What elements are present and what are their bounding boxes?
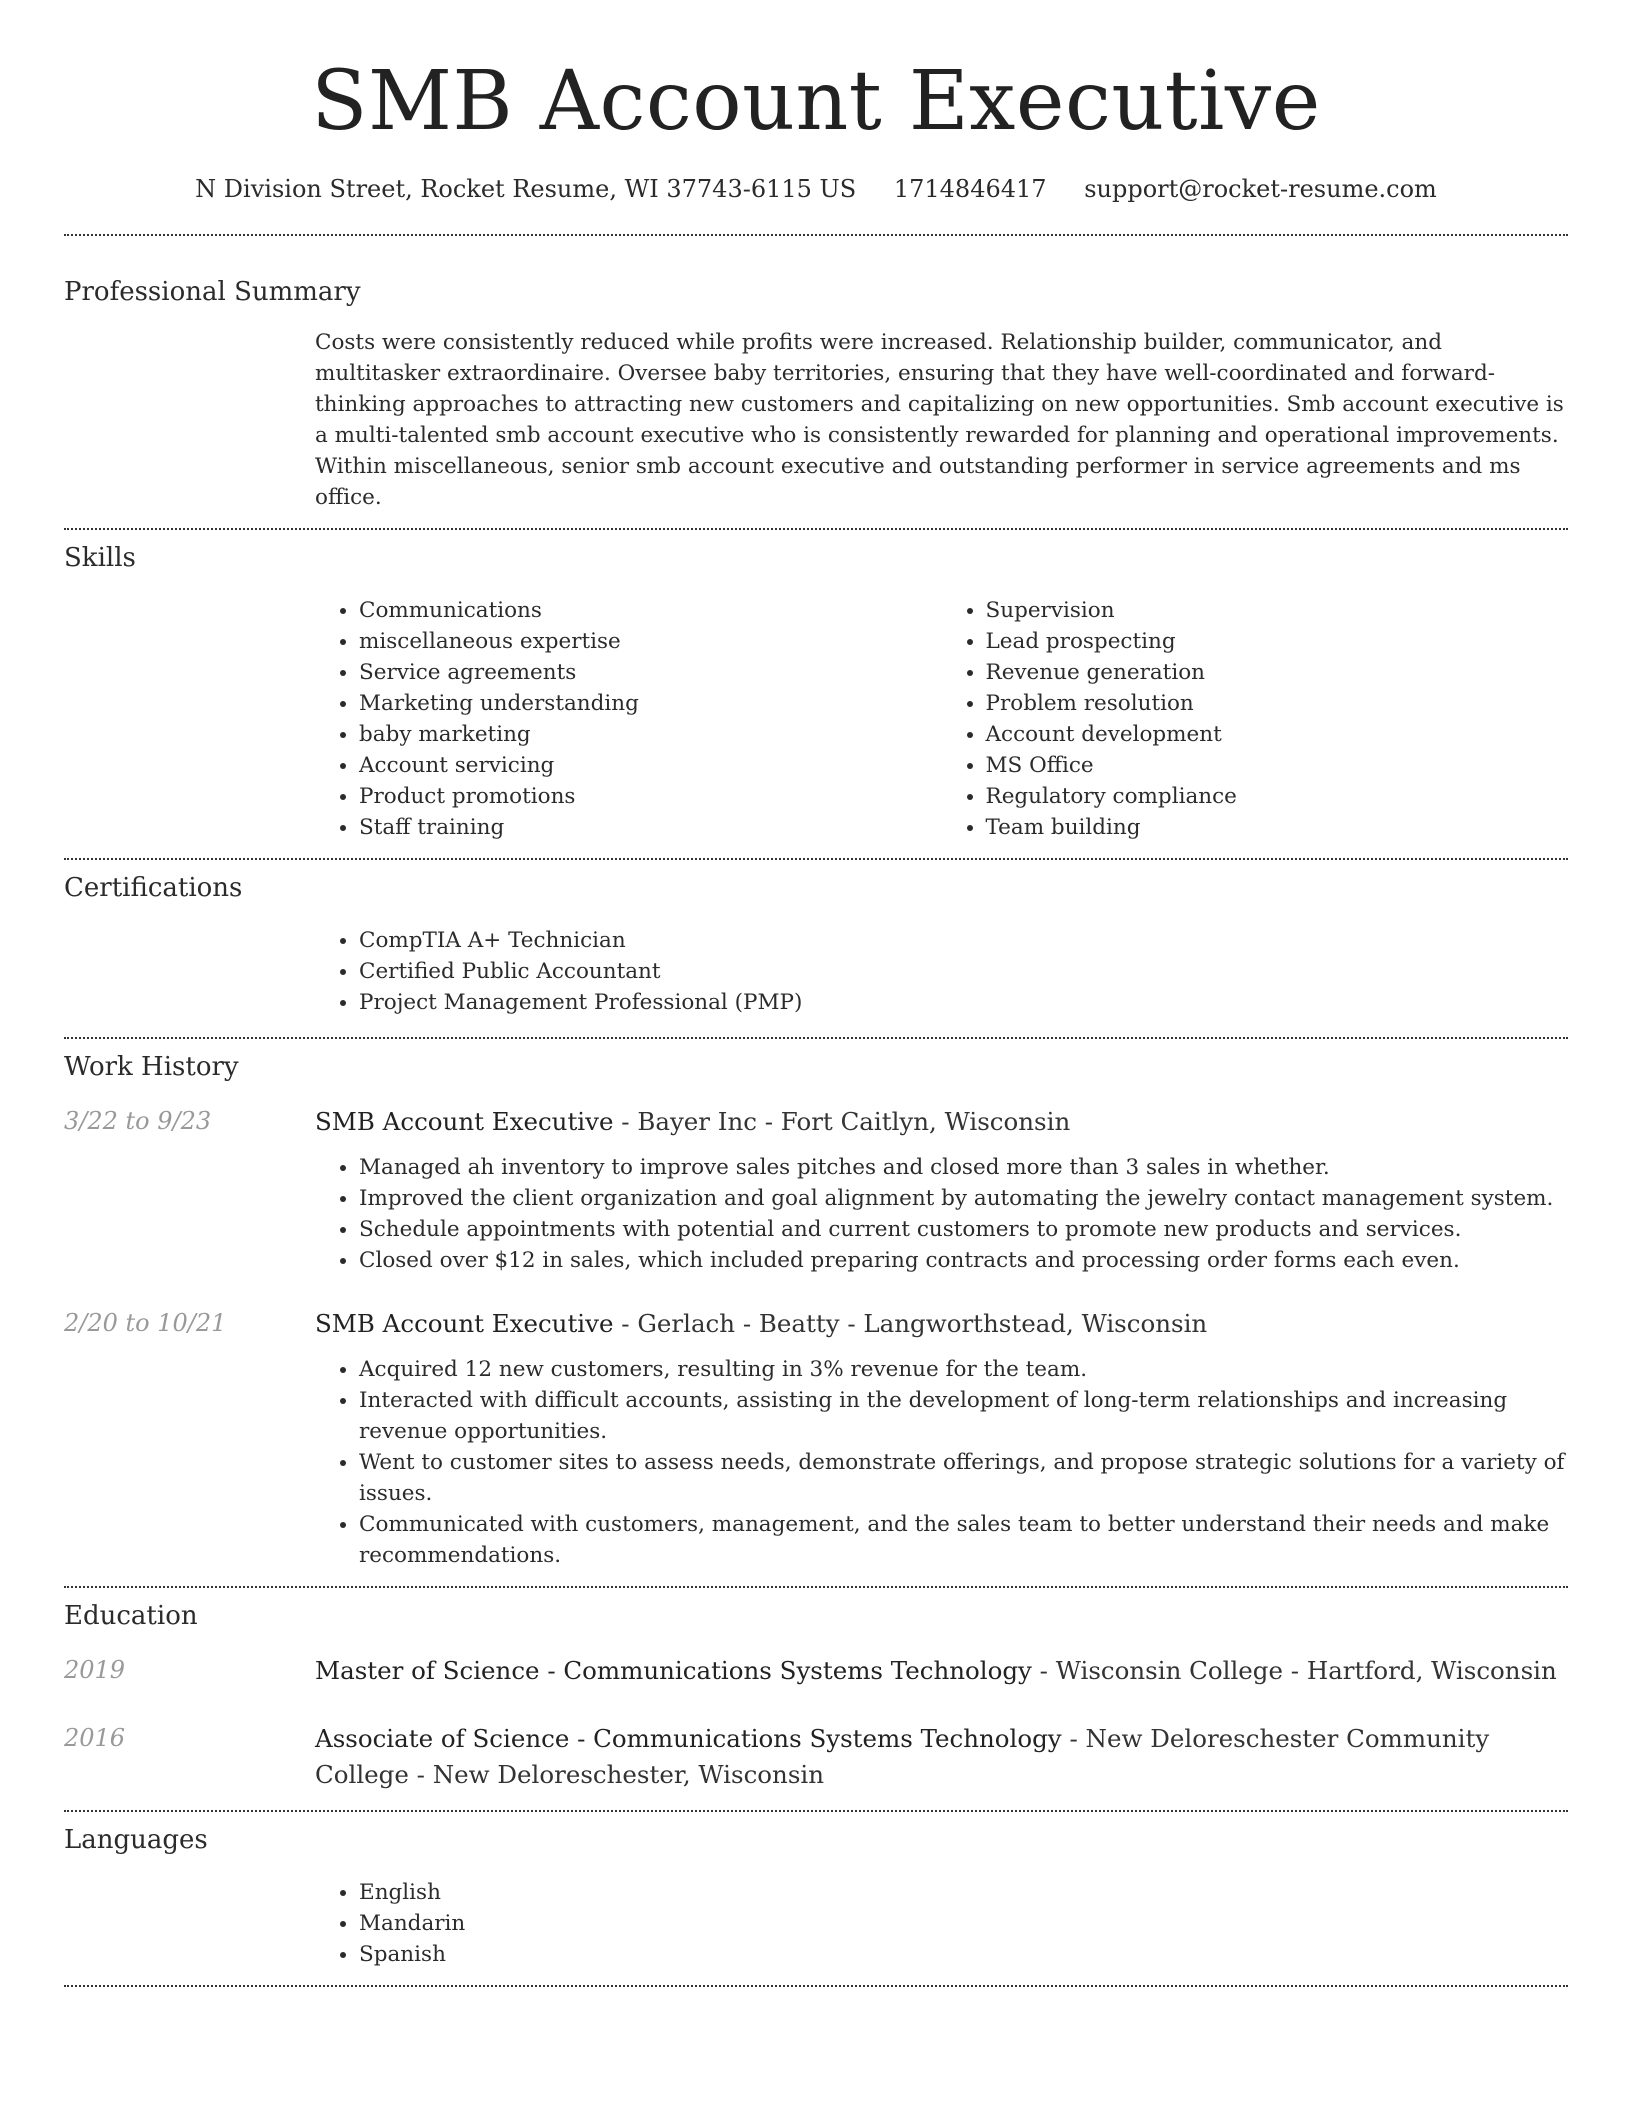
- list-item: • Revenue generation: [986, 657, 1569, 688]
- job-details: Gerlach - Beatty - Langworthstead, Wisconsin: [637, 1309, 1208, 1338]
- list-item: • MS Office: [986, 750, 1569, 781]
- languages-section: [64, 1812, 1568, 1970]
- languages-list: [315, 1877, 1568, 1970]
- education-degree: Associate of Science - Communications Systems Technology: [315, 1724, 1062, 1753]
- list-item: • Went to customer sites to assess needs, demonstrate offerings, and propose strategic solutions for a variety of issues.: [359, 1447, 1568, 1509]
- contact-phone: 1714846417: [893, 175, 1047, 203]
- list-item: • Lead prospecting: [986, 626, 1569, 657]
- skills-columns: [315, 595, 1568, 843]
- list-item: • Service agreements: [359, 657, 942, 688]
- list-item: • Account servicing: [359, 750, 942, 781]
- skills-section: [64, 530, 1568, 843]
- job-role: SMB Account Executive: [315, 1107, 614, 1136]
- list-item: • miscellaneous expertise: [359, 626, 942, 657]
- job-dates: 3/22 to 9/23: [64, 1107, 212, 1135]
- candidate-name: SMB Account Executive: [311, 54, 1321, 149]
- work-history-section: [64, 1039, 1568, 1571]
- education-year: 2016: [64, 1724, 126, 1752]
- skills-list-right: [942, 595, 1569, 843]
- list-item: • Closed over $12 in sales, which included preparing contracts and processing order forms each even.: [359, 1245, 1568, 1276]
- certifications-section: [64, 860, 1568, 1018]
- summary-section: [64, 236, 1568, 513]
- summary-title: Professional Summary: [64, 277, 361, 307]
- job-entry: [64, 1306, 1568, 1571]
- job-bullets: [315, 1152, 1568, 1276]
- job-heading: [315, 1104, 1568, 1140]
- job-separator: -: [613, 1309, 638, 1338]
- skills-list-left: [315, 595, 942, 843]
- education-separator: -: [1031, 1656, 1056, 1685]
- list-item: • Account development: [986, 719, 1569, 750]
- list-item: • English: [359, 1877, 1568, 1908]
- job-dates: 2/20 to 10/21: [64, 1309, 227, 1337]
- education-details: New Deloreschester Community College - New Deloreschester, Wisconsin: [315, 1724, 1490, 1789]
- list-item: • Mandarin: [359, 1908, 1568, 1939]
- education-title: Education: [64, 1601, 198, 1631]
- list-item: • Certified Public Accountant: [359, 956, 1568, 987]
- list-item: • Supervision: [986, 595, 1569, 626]
- education-entry: [64, 1721, 1568, 1793]
- list-item: • CompTIA A+ Technician: [359, 925, 1568, 956]
- job-role: SMB Account Executive: [315, 1309, 614, 1338]
- education-year: 2019: [64, 1656, 126, 1684]
- education-heading: [315, 1721, 1568, 1793]
- list-item: • baby marketing: [359, 719, 942, 750]
- job-heading: [315, 1306, 1568, 1342]
- contact-line: [64, 172, 1568, 206]
- list-item: • Improved the client organization and goal alignment by automating the jewelry contact management system.: [359, 1183, 1568, 1214]
- list-item: • Acquired 12 new customers, resulting in 3% revenue for the team.: [359, 1354, 1568, 1385]
- contact-address: N Division Street, Rocket Resume, WI 37743-6115 US: [195, 175, 857, 203]
- list-item: • Regulatory compliance: [986, 781, 1569, 812]
- job-details: Bayer Inc - Fort Caitlyn, Wisconsin: [637, 1107, 1071, 1136]
- certifications-title: Certifications: [64, 873, 243, 903]
- certifications-list: [315, 925, 1568, 1018]
- list-item: • Communications: [359, 595, 942, 626]
- list-item: • Problem resolution: [986, 688, 1569, 719]
- list-item: • Managed ah inventory to improve sales pitches and closed more than 3 sales in whether.: [359, 1152, 1568, 1183]
- list-item: • Team building: [986, 812, 1569, 843]
- list-item: • Interacted with difficult accounts, assisting in the development of long-term relationships and increasing revenue opportunities.: [359, 1385, 1568, 1447]
- education-separator: -: [1061, 1724, 1086, 1753]
- job-bullets: [315, 1354, 1568, 1571]
- list-item: • Product promotions: [359, 781, 942, 812]
- list-item: • Communicated with customers, management, and the sales team to better understand their needs and make recommendations.: [359, 1509, 1568, 1571]
- skills-title: Skills: [64, 543, 136, 573]
- education-heading: [315, 1653, 1568, 1689]
- languages-title: Languages: [64, 1825, 208, 1855]
- work-history-title: Work History: [64, 1052, 239, 1082]
- summary-text: Costs were consistently reduced while profits were increased. Relationship builder, communicator, and multitasker extraordinaire. Oversee baby territories, ensuring that they have well-coordinated and forward-thinking approaches to attracting new customers and capitalizing on new opportunities. Smb account executive is a multi-talented smb account executive who is consistently rewarded for planning and operational improvements. Within miscellaneous, senior smb account executive and outstanding performer in service agreements and ms office.: [315, 330, 1564, 510]
- list-item: • Spanish: [359, 1939, 1568, 1970]
- education-details: Wisconsin College - Hartford, Wisconsin: [1055, 1656, 1557, 1685]
- list-item: • Marketing understanding: [359, 688, 942, 719]
- education-section: [64, 1588, 1568, 1793]
- list-item: • Project Management Professional (PMP): [359, 987, 1568, 1018]
- list-item: • Schedule appointments with potential and current customers to promote new products and services.: [359, 1214, 1568, 1245]
- contact-email: support@rocket-resume.com: [1084, 175, 1437, 203]
- divider: [64, 1985, 1568, 1987]
- list-item: • Staff training: [359, 812, 942, 843]
- education-degree: Master of Science - Communications Systems Technology: [315, 1656, 1032, 1685]
- job-separator: -: [613, 1107, 638, 1136]
- job-entry: [64, 1104, 1568, 1276]
- education-entry: [64, 1653, 1568, 1689]
